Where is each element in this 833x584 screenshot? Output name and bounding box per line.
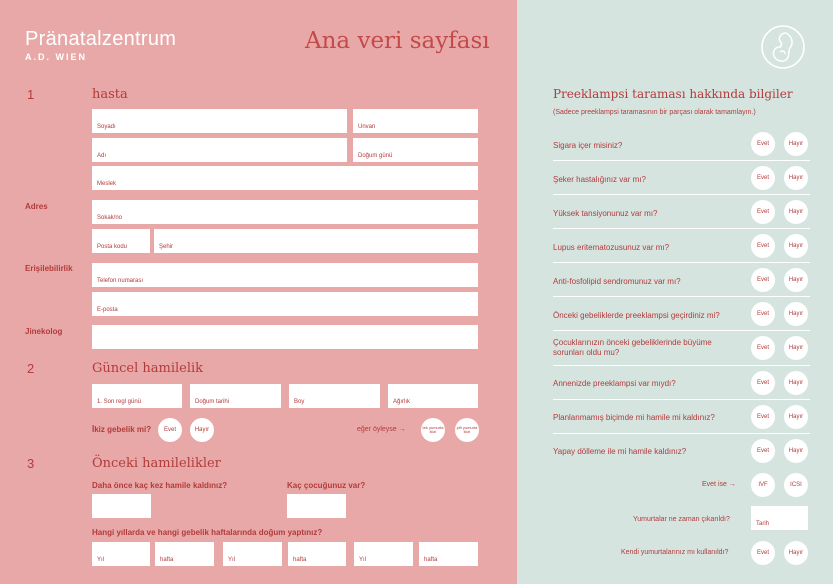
gynecologist-label: Jinekolog xyxy=(25,327,63,336)
antiphospholipid-yes-option[interactable]: Evet xyxy=(751,268,775,292)
prev-pregnancies-field[interactable] xyxy=(92,494,151,518)
profession-label: Meslek xyxy=(97,181,117,187)
date-label: Tarih xyxy=(756,521,770,527)
question-diabetes: Şeker hastalığınız var mı? xyxy=(553,175,646,184)
preeclampsia-title: Preeklampsi taraması hakkında bilgiler xyxy=(553,87,793,101)
divider xyxy=(553,194,810,195)
twin-yes-option[interactable]: Evet xyxy=(158,418,182,442)
question-mother-preeclampsia: Annenizde preeklampsi var mıydı? xyxy=(553,379,676,388)
page-title: Ana veri sayfası xyxy=(305,28,490,54)
phone-field[interactable] xyxy=(92,263,478,287)
question-growth-problems: Çocuklarınızın önceki gebeliklerinde büyüme sorunları oldu mu? xyxy=(553,338,712,358)
if-so-label: eğer öyleyse → xyxy=(357,426,406,433)
lmp-field[interactable] xyxy=(92,384,182,408)
name-field[interactable] xyxy=(92,138,347,162)
brand-name: Pränatalzentrum xyxy=(25,28,177,50)
week-field-1[interactable] xyxy=(155,542,214,566)
question-previous-preeclampsia: Önceki gebeliklerde preeklampsi geçirdiniz mi? xyxy=(553,311,720,320)
weight-field[interactable] xyxy=(388,384,478,408)
section-1-number: 1 xyxy=(27,87,35,102)
previous-preeclampsia-yes-option[interactable]: Evet xyxy=(751,302,775,326)
street-field[interactable] xyxy=(92,200,478,224)
section-2-number: 2 xyxy=(27,361,35,376)
hypertension-yes-option[interactable]: Evet xyxy=(751,200,775,224)
birthdate-label: Doğum günü xyxy=(358,153,393,159)
divider xyxy=(553,228,810,229)
growth-problems-yes-option[interactable]: Evet xyxy=(751,336,775,360)
question-artificial-insemination: Yapay dölleme ile mi hamile kaldınız? xyxy=(553,447,687,456)
ivf-option[interactable]: IVF xyxy=(751,473,775,497)
lupus-yes-option[interactable]: Evet xyxy=(751,234,775,258)
week-label-3: hafta xyxy=(424,557,438,563)
week-field-2[interactable] xyxy=(288,542,346,566)
children-question: Kaç çocuğunuz var? xyxy=(287,481,366,490)
diabetes-no-option[interactable]: Hayır xyxy=(784,166,808,190)
year-field-1[interactable] xyxy=(92,542,150,566)
city-field[interactable] xyxy=(154,229,478,253)
divider xyxy=(553,433,810,434)
city-label: Şehir xyxy=(159,244,174,250)
year-label-2: Yıl xyxy=(228,557,236,563)
own-eggs-no-option[interactable]: Hayır xyxy=(784,541,808,565)
double-egg-twin-option[interactable]: çift yumurta ikizi xyxy=(455,418,479,442)
mother-preeclampsia-yes-option[interactable]: Evet xyxy=(751,371,775,395)
divider xyxy=(553,296,810,297)
single-egg-twin-option[interactable]: tek yumurta ikizi xyxy=(421,418,445,442)
own-eggs-label: Kendi yumurtalarınız mı kullanıldı? xyxy=(621,549,729,556)
lmp-label: 1. Son regl günü xyxy=(97,399,142,405)
divider xyxy=(553,399,810,400)
birth-years-question: Hangi yıllarda ve hangi gebelik haftalarında doğum yaptınız? xyxy=(92,528,323,537)
lupus-no-option[interactable]: Hayır xyxy=(784,234,808,258)
year-label-1: Yıl xyxy=(97,557,105,563)
smoking-yes-option[interactable]: Evet xyxy=(751,132,775,156)
title-field[interactable] xyxy=(353,109,478,133)
postcode-field[interactable] xyxy=(92,229,150,253)
growth-problems-no-option[interactable]: Hayır xyxy=(784,336,808,360)
postcode-label: Posta kodu xyxy=(97,244,128,250)
insemination-yes-option[interactable]: Evet xyxy=(751,439,775,463)
icsi-option[interactable]: ICSI xyxy=(784,473,808,497)
own-eggs-yes-option[interactable]: Evet xyxy=(751,541,775,565)
address-label: Adres xyxy=(25,202,48,211)
street-label: Sokak/no xyxy=(97,215,123,221)
question-unplanned: Planlanmamış biçimde mi hamile mi kaldınız? xyxy=(553,413,715,422)
email-label: E-posta xyxy=(97,307,118,313)
antiphospholipid-no-option[interactable]: Hayır xyxy=(784,268,808,292)
question-smoking: Sigara içer misiniz? xyxy=(553,141,623,150)
twin-no-option[interactable]: Hayır xyxy=(190,418,214,442)
children-field[interactable] xyxy=(287,494,346,518)
week-field-3[interactable] xyxy=(419,542,478,566)
surname-field[interactable] xyxy=(92,109,347,133)
if-yes-label: Evet ise → xyxy=(702,481,736,488)
weight-label: Ağırlık xyxy=(393,399,411,405)
name-label: Adı xyxy=(97,153,107,159)
question-antiphospholipid: Anti-fosfolipid sendromunuz var mı? xyxy=(553,277,681,286)
email-field[interactable] xyxy=(92,292,478,316)
unplanned-yes-option[interactable]: Evet xyxy=(751,405,775,429)
hypertension-no-option[interactable]: Hayır xyxy=(784,200,808,224)
prev-pregnancies-question: Daha önce kaç kez hamile kaldınız? xyxy=(92,481,228,490)
section-1-title: hasta xyxy=(92,87,128,102)
section-2-title: Güncel hamilelik xyxy=(92,361,204,376)
week-label-2: hafta xyxy=(293,557,307,563)
year-label-3: Yıl xyxy=(359,557,367,563)
mother-preeclampsia-no-option[interactable]: Hayır xyxy=(784,371,808,395)
contact-label: Erişilebilirlik xyxy=(25,264,73,273)
height-field[interactable] xyxy=(289,384,380,408)
surname-label: Soyadı xyxy=(97,124,116,130)
egg-retrieval-date-field[interactable] xyxy=(751,506,808,530)
insemination-no-option[interactable]: Hayır xyxy=(784,439,808,463)
due-date-field[interactable] xyxy=(190,384,281,408)
question-lupus: Lupus eritematozusunuz var mı? xyxy=(553,243,670,252)
diabetes-yes-option[interactable]: Evet xyxy=(751,166,775,190)
twin-question: İkiz gebelik mi? xyxy=(92,425,152,434)
section-3-number: 3 xyxy=(27,456,35,471)
section-3-title: Önceki hamilelikler xyxy=(92,456,221,471)
due-date-label: Doğum tarihi xyxy=(195,399,230,405)
year-field-2[interactable] xyxy=(223,542,282,566)
previous-preeclampsia-no-option[interactable]: Hayır xyxy=(784,302,808,326)
divider xyxy=(553,330,810,331)
gynecologist-field[interactable] xyxy=(92,325,478,349)
week-label-1: hafta xyxy=(160,557,174,563)
title-label: Unvan xyxy=(358,124,376,130)
height-label: Boy xyxy=(294,399,305,405)
profession-field[interactable] xyxy=(92,166,478,190)
preeclampsia-subtitle: (Sadece preeklampsi taramasının bir parçası olarak tamamlayın.) xyxy=(553,109,756,116)
eggs-when-label: Yumurtalar ne zaman çıkarıldı? xyxy=(633,516,730,523)
smoking-no-option[interactable]: Hayır xyxy=(784,132,808,156)
logo-icon xyxy=(760,24,806,70)
birthdate-field[interactable] xyxy=(353,138,478,162)
year-field-3[interactable] xyxy=(354,542,413,566)
divider xyxy=(553,365,810,366)
unplanned-no-option[interactable]: Hayır xyxy=(784,405,808,429)
question-hypertension: Yüksek tansiyonunuz var mı? xyxy=(553,209,658,218)
divider xyxy=(553,160,810,161)
phone-label: Telefon numarası xyxy=(97,278,144,284)
brand-sub: A.D. WIEN xyxy=(25,52,87,62)
divider xyxy=(553,262,810,263)
